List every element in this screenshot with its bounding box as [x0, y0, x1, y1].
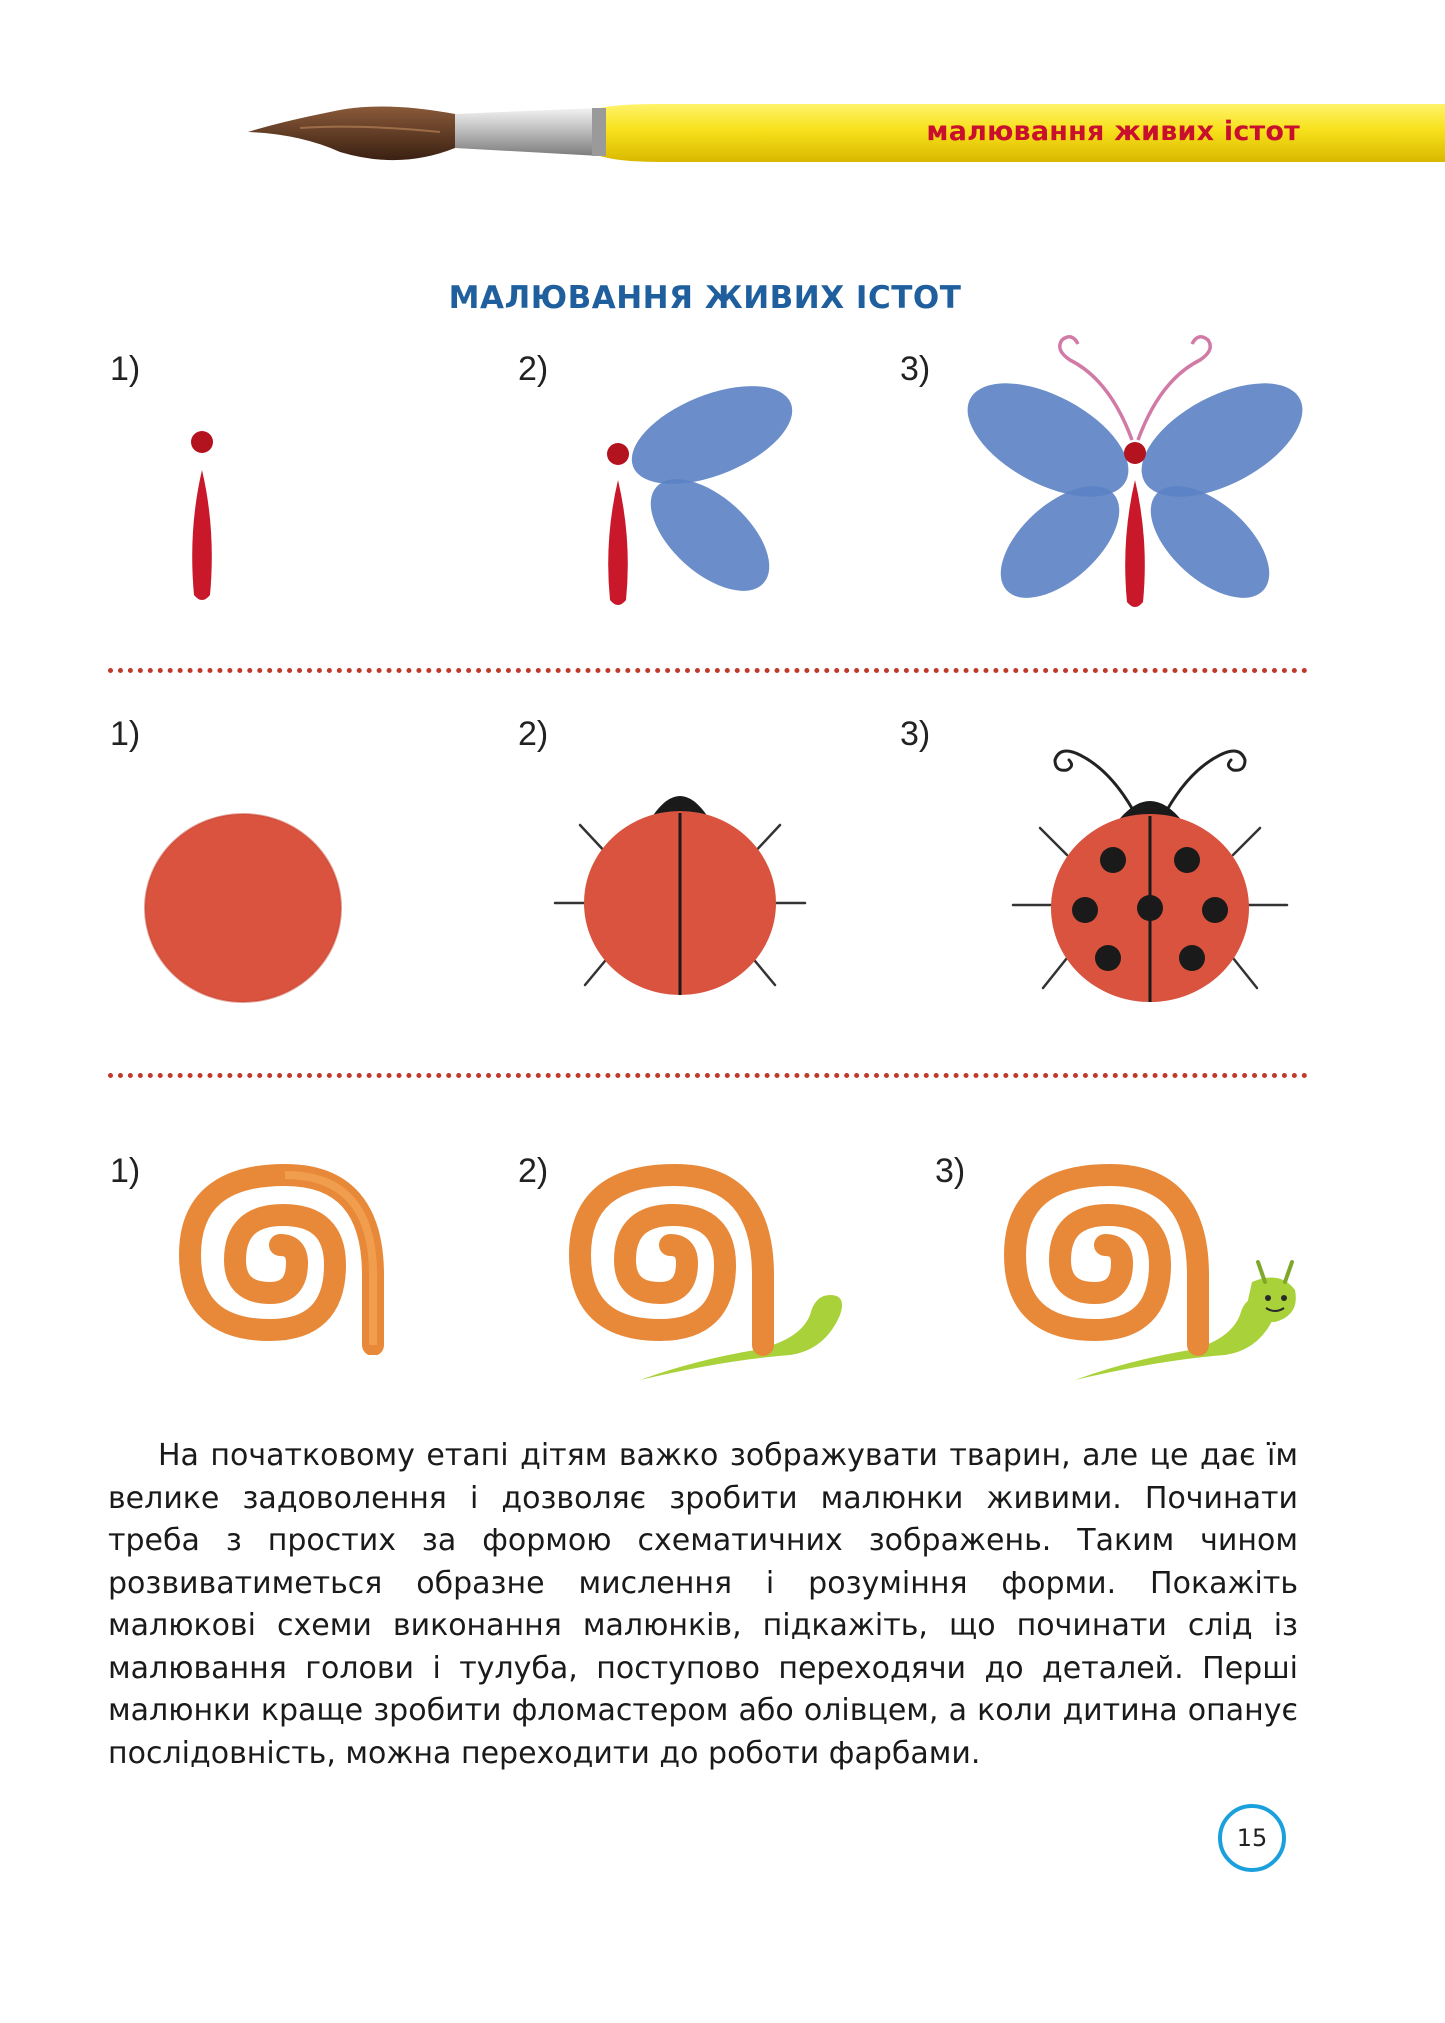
ladybug-step-3-label: 3) [900, 715, 931, 753]
ladybug-step-2-illustration [550, 775, 810, 1015]
snail-step-3-label: 3) [935, 1152, 966, 1190]
section-divider [108, 1073, 1308, 1078]
page-title: МАЛЮВАННЯ ЖИВИХ ІСТОТ [448, 280, 962, 316]
snail-step-2-illustration [555, 1155, 875, 1385]
butterfly-step-3-illustration [960, 320, 1310, 620]
running-header-title: малювання живих істот [926, 116, 1300, 147]
page-number: 15 [1218, 1804, 1286, 1872]
section-divider [108, 668, 1308, 673]
butterfly-step-1-illustration [170, 420, 240, 610]
ladybug-step-2-label: 2) [518, 715, 549, 753]
butterfly-step-2-illustration [590, 370, 810, 620]
ladybug-step-1-illustration [140, 810, 350, 1010]
body-paragraph: На початковому етапі дітям важко зображувати тварин, але це дає їм велике задоволення і дозволяє зробити малюнки живими. Починати треба з простих за формою схематичних зображень. Таким чином розвиватиметься образне мислення і розуміння форми. Покажіть малюкові схеми виконання малюнків, підкажіть, що починати слід із малювання голови і тулуба, поступово переходячи до деталей. Перші малюнки краще зробити фломастером або олівцем, а коли дитина опанує послідовність, можна переходити до роботи фарбами. [108, 1438, 1298, 1771]
snail-step-3-illustration [990, 1140, 1310, 1385]
butterfly-step-3-label: 3) [900, 350, 931, 388]
snail-step-1-label: 1) [110, 1152, 141, 1190]
ladybug-step-1-label: 1) [110, 715, 141, 753]
butterfly-step-2-label: 2) [518, 350, 549, 388]
snail-step-2-label: 2) [518, 1152, 549, 1190]
snail-step-1-illustration [165, 1155, 435, 1355]
butterfly-step-1-label: 1) [110, 350, 141, 388]
ladybug-step-3-illustration [1005, 730, 1295, 1020]
